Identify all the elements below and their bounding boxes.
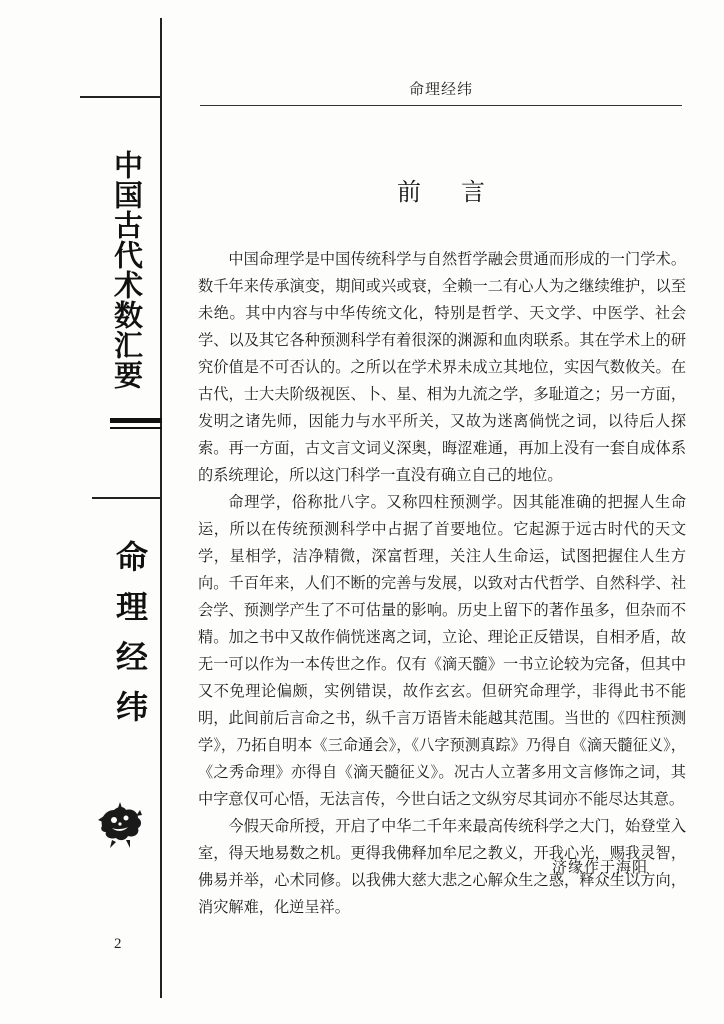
- paragraph: 今假天命所授，开启了中华二千年来最高传统科学之大门，始登堂入室，得天地易数之机。更得我佛释加牟尼之教义，开我心光，赐我灵智，佛易并举，心术同修。以我佛大慈大悲之心解众生之惑，释众生以方向，消灾解难，化逆呈祥。: [198, 817, 686, 916]
- book-title: 命理经纬: [111, 540, 149, 740]
- author-signature: 济缘作于海阳: [551, 858, 648, 876]
- header-rule: [200, 105, 682, 106]
- paragraph: 命理学，俗称批八字。又称四柱预测学。因其能准确的把握人生命运，所以在传统预测科学中占据了首要地位。它起源于远古时代的天文学，星相学，洁净精微，深富哲理，关注人生命运，试图把握住人生方向。千百年来，人们不断的完善与发展，以致对古代哲学、自然科学、社会学、预测学产生了不可估量的影响。历史上留下的著作虽多，但杂而不精。加之书中又故作倘恍迷离之词，立论、理论正反错误，自相矛盾，故无一可以作为一本传世之作。仅有《滴天髓》一书立论较为完备，但其中又不免理论偏颇，实例错误，故作玄玄。但研究命理学，非得此书不能明，此间前后言命之书，纵千言万语皆未能越其范围。当世的《四柱预测学》，乃拓自明本《三命通会》，《八字预测真踪》乃得自《滴天髓征义》，《之秀命理》亦得自《滴天髓征义》。况古人立著多用文言修饰之词，其中字意仅可心悟，无法言传，今世白话之文纵穷尽其词亦不能尽达其意。: [198, 493, 686, 808]
- paragraph: 中国命理学是中国传统科学与自然哲学融会贯通而形成的一门学术。数千年来传承演变，期间或兴或衰，全赖一二有心人为之继续维护，以至未绝。其中内容与中华传统文化，特别是哲学、天文学、中医学、社会学、以及其它各种预测科学有着很深的渊源和血肉联系。其在学术上的研究价值是不可否认的。之所以在学术界未成立其地位，实因气数攸关。在古代，士大夫阶级视医、卜、星、相为九流之学，多耻道之；另一方面，发明之诸先师，因能力与水平所关，又故为迷离倘恍之词，以待后人探索。再一方面，古文言文词义深奥，晦涩难通，再加上没有一套自成体系的系统理论，所以这门科学一直没有确立自己的地位。: [198, 250, 686, 484]
- spine-rule-thin: [110, 427, 162, 429]
- spine-rule-low: [92, 497, 162, 499]
- spine-rule-thick: [110, 418, 162, 423]
- series-title: 中国古代术数汇要: [110, 150, 144, 390]
- running-head: 命理经纬: [408, 80, 473, 98]
- spine-rule-top: [80, 96, 162, 98]
- preface-title: 前言: [397, 178, 525, 206]
- preface-body: [198, 246, 686, 921]
- page-number: 2: [114, 936, 122, 952]
- spine-divider-line: [160, 18, 162, 998]
- dragon-emblem-icon: [92, 796, 148, 852]
